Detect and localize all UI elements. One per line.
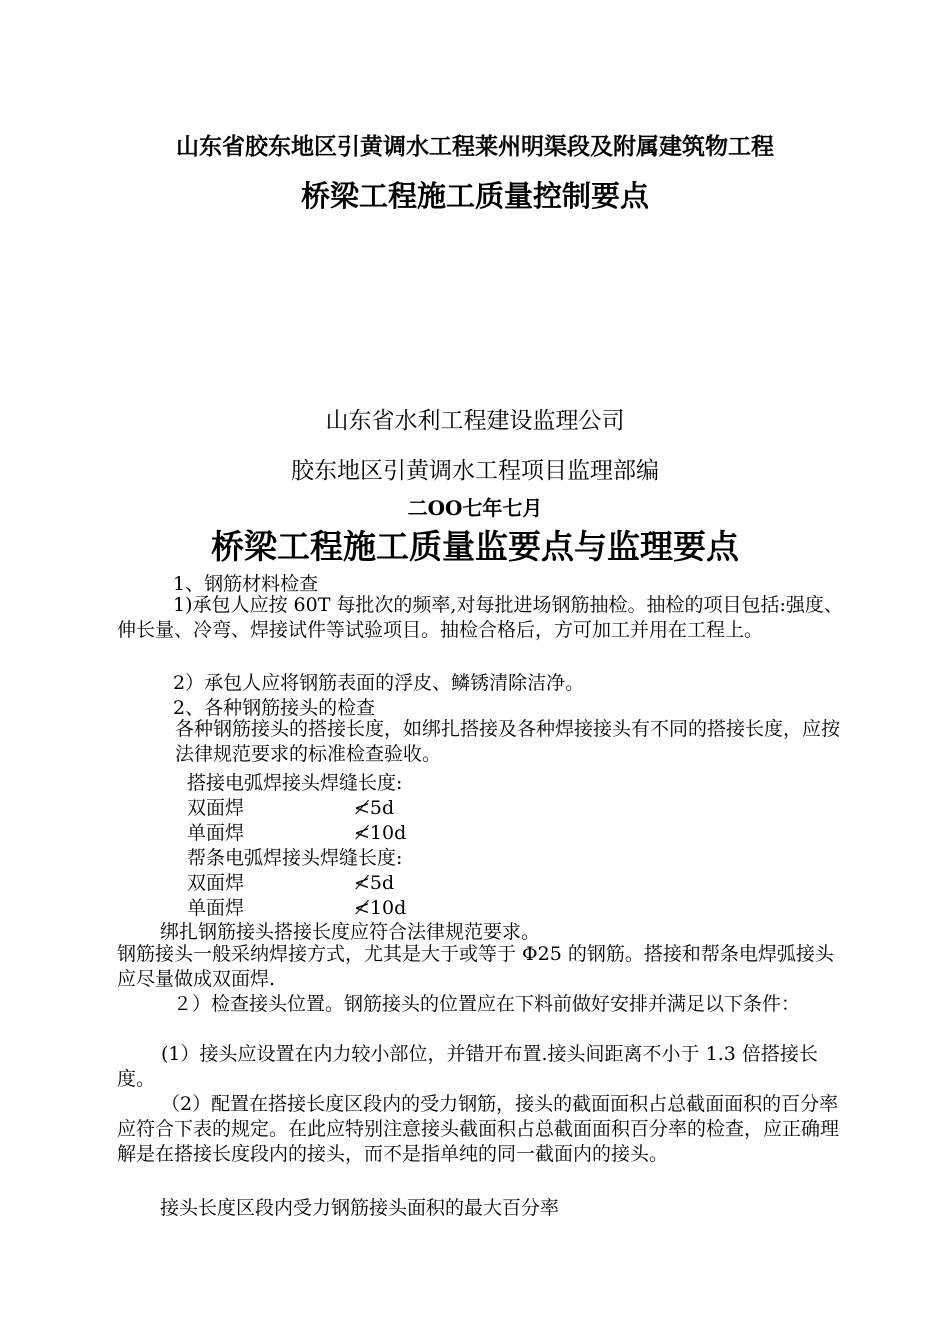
bang-weld-title: 帮条电弧焊接头焊缝长度: [187, 847, 403, 869]
section-1-paragraph-1: 1)承包人应按 60T 每批次的频率,对每批进场钢筋抽检。抽检的项目包括:强度、伸长量、冷弯、焊接试件等试验项目。抽检合格后，方可加工并用在工程上。 [117, 594, 843, 641]
section-2-paragraph-1: 各种钢筋接头的搭接长度，如绑扎搭接及各种焊接接头有不同的搭接长度，应按法律规范要求的标准检查验收。 [175, 718, 841, 765]
bang-weld-row [187, 868, 394, 895]
table-caption: 接头长度区段内受力钢筋接头面积的最大百分率 [160, 1197, 560, 1219]
weld-type: 双面焊 [187, 797, 245, 819]
weld-type: 单面焊 [187, 822, 245, 844]
section-1-paragraph-2: 2）承包人应将钢筋表面的浮皮、鳞锈清除洁净。 [173, 672, 585, 694]
document-date: 二OO七年七月 [407, 496, 543, 520]
section-2-paragraph-2: ２）检查接头位置。钢筋接头的位置应在下料前做好安排并满足以下条件： [173, 993, 801, 1015]
weld-length: ≮10d [354, 897, 407, 919]
section-heading: 桥梁工程施工质量监要点与监理要点 [211, 527, 739, 566]
lap-weld-row [187, 818, 406, 845]
weld-type: 双面焊 [187, 872, 245, 894]
section-1-title: 1、钢筋材料检查 [173, 573, 319, 595]
condition-1: (1）接头应设置在内力较小部位，并错开布置.接头间距离不小于 1.3 倍搭接长度。 [117, 1043, 818, 1090]
editor-department: 胶东地区引黄调水工程项目监理部编 [291, 458, 659, 484]
organization-name: 山东省水利工程建设监理公司 [325, 408, 625, 434]
bang-weld-row [187, 893, 406, 920]
document-title: 山东省胶东地区引黄调水工程莱州明渠段及附属建筑物工程 [176, 133, 774, 160]
condition-2: （2）配置在搭接长度区段内的受力钢筋，接头的截面面积占总截面面积的百分率应符合下表的规定。在此应特别注意接头截面积占总截面面积百分率的检查，应正确理解是在搭接长度段内的接头，而不是指单纯的同一截面内的接头。 [117, 1093, 840, 1165]
lap-weld-title: 搭接电弧焊接头焊缝长度: [187, 772, 403, 794]
weld-length: ≮10d [354, 822, 407, 844]
section-2-title: 2、各种钢筋接头的检查 [173, 697, 376, 719]
weld-length: ≮5d [354, 797, 395, 819]
lap-weld-row [187, 793, 394, 820]
document-subtitle: 桥梁工程施工质量控制要点 [300, 179, 649, 213]
weld-length: ≮5d [354, 872, 395, 894]
general-joint-paragraph: 钢筋接头一般采纳焊接方式，尤其是大于或等于 Φ25 的钢筋。搭接和帮条电焊弧接头应尽量做成双面焊. [117, 943, 834, 990]
binding-requirement: 绑扎钢筋接头搭接长度应符合法律规范要求。 [160, 921, 541, 943]
weld-type: 单面焊 [187, 897, 245, 919]
